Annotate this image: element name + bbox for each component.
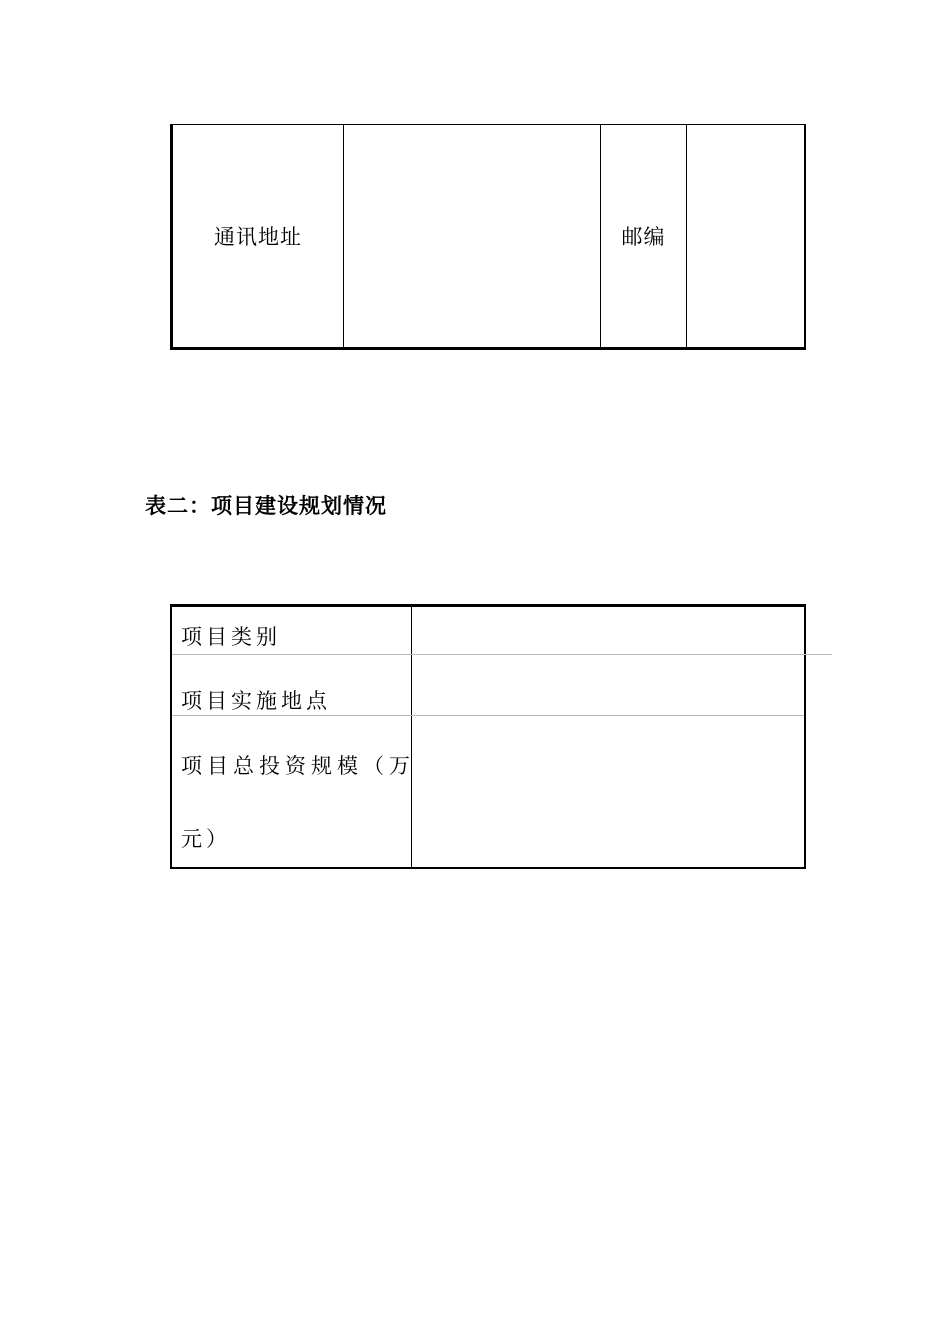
project-location-label: 项目实施地点	[181, 689, 331, 713]
column-divider	[411, 607, 412, 867]
project-category-label: 项目类别	[181, 625, 281, 649]
row-divider	[172, 715, 804, 716]
postcode-label-cell	[601, 125, 687, 347]
address-value-cell	[344, 125, 601, 347]
project-investment-label-line2: 元）	[181, 827, 231, 851]
project-investment-label-line1: 项目总投资规模（万	[181, 754, 415, 778]
section-title: 表二：项目建设规划情况	[145, 494, 387, 518]
row-divider	[172, 654, 832, 655]
postcode-value-cell	[687, 125, 804, 347]
postcode-label: 邮编	[621, 225, 666, 249]
contact-table	[170, 124, 806, 350]
project-plan-table	[170, 604, 806, 869]
address-label: 通讯地址	[214, 225, 302, 249]
address-label-cell	[173, 125, 344, 347]
